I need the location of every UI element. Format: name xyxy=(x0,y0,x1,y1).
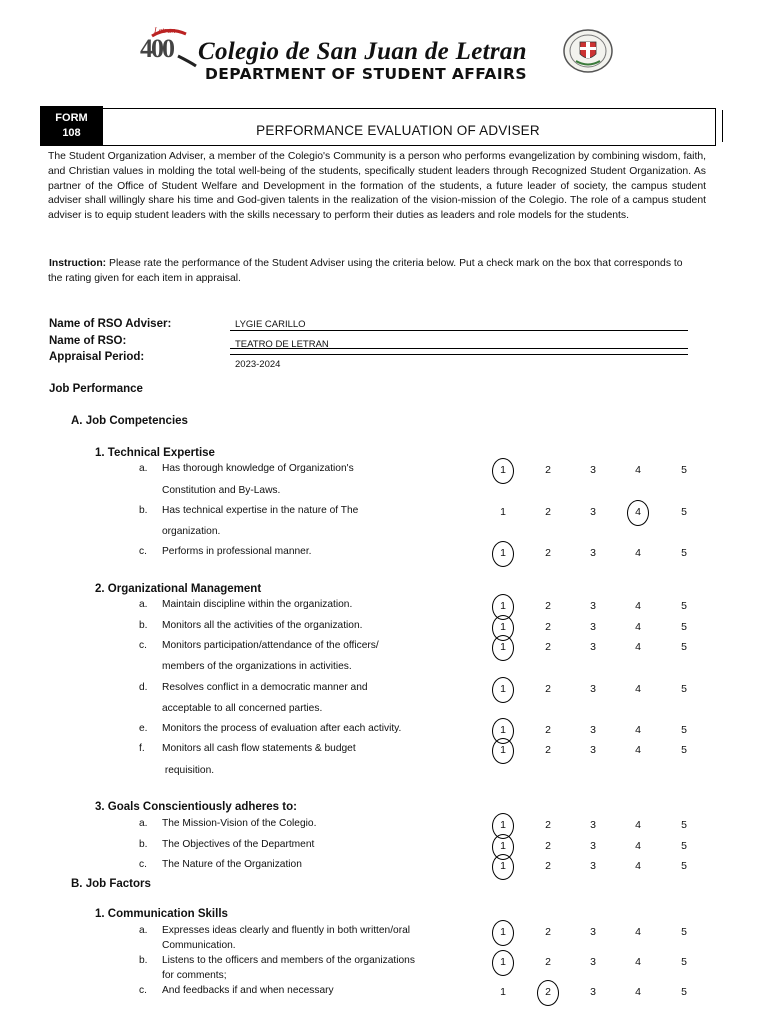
instruction-text xyxy=(48,257,698,287)
criteria-item-letter: a. xyxy=(139,925,148,936)
rating-selected-circle xyxy=(537,980,559,1006)
rating-option[interactable]: 4 xyxy=(635,860,641,872)
rating-option[interactable]: 2 xyxy=(545,724,551,736)
rating-option[interactable]: 1 xyxy=(500,621,506,633)
rating-selected-circle xyxy=(492,738,514,764)
adviser-label: Name of RSO Adviser: xyxy=(49,318,172,330)
rating-option[interactable]: 2 xyxy=(545,819,551,831)
rating-option[interactable]: 1 xyxy=(500,683,506,695)
criteria-item-letter: b. xyxy=(139,839,148,850)
criteria-item-text: Has thorough knowledge of Organization's xyxy=(162,463,354,474)
rating-option[interactable]: 2 xyxy=(545,621,551,633)
job-performance-heading: Job Performance xyxy=(49,383,143,395)
rating-option[interactable]: 2 xyxy=(545,926,551,938)
criteria-item-text: And feedbacks if and when necessary xyxy=(162,985,334,996)
criteria-item-text: Has technical expertise in the nature of The xyxy=(162,505,359,516)
rating-option[interactable]: 5 xyxy=(681,600,687,612)
rating-option[interactable]: 4 xyxy=(635,724,641,736)
rating-option[interactable]: 5 xyxy=(681,926,687,938)
criteria-item-text: Maintain discipline within the organization. xyxy=(162,599,353,610)
rating-option[interactable]: 5 xyxy=(681,464,687,476)
rating-option[interactable]: 2 xyxy=(545,600,551,612)
rating-option[interactable]: 4 xyxy=(635,986,641,998)
form-number: 108 xyxy=(62,127,81,139)
rating-option[interactable]: 5 xyxy=(681,744,687,756)
rating-option[interactable]: 4 xyxy=(635,464,641,476)
rating-option[interactable]: 4 xyxy=(635,621,641,633)
rating-option[interactable]: 3 xyxy=(590,506,596,518)
criteria-item-text: Monitors all cash flow statements & budget xyxy=(162,743,356,754)
adviser-value: LYGIE CARILLO xyxy=(235,319,306,330)
rating-option[interactable]: 5 xyxy=(681,506,687,518)
rating-option[interactable]: 4 xyxy=(635,506,641,518)
rating-option[interactable]: 4 xyxy=(635,600,641,612)
criteria-item-text: acceptable to all concerned parties. xyxy=(162,703,323,714)
criteria-item-letter: f. xyxy=(139,743,145,754)
criteria-item-text: Constitution and By-Laws. xyxy=(162,485,281,496)
rating-option[interactable]: 1 xyxy=(500,986,506,998)
rating-option[interactable]: 4 xyxy=(635,744,641,756)
rating-option[interactable]: 4 xyxy=(635,547,641,559)
criteria-item-text: Communication. xyxy=(162,940,236,951)
criteria-item-letter: c. xyxy=(139,640,147,651)
adviser-field xyxy=(230,314,688,331)
rating-option[interactable]: 3 xyxy=(590,547,596,559)
rating-option[interactable]: 3 xyxy=(590,956,596,968)
rating-selected-circle xyxy=(492,541,514,567)
rating-option[interactable]: 1 xyxy=(500,926,506,938)
criteria-item-letter: e. xyxy=(139,723,148,734)
criteria-item-letter: c. xyxy=(139,859,147,870)
rating-option[interactable]: 1 xyxy=(500,600,506,612)
rating-option[interactable]: 1 xyxy=(500,956,506,968)
rating-option[interactable]: 5 xyxy=(681,819,687,831)
criteria-item-letter: b. xyxy=(139,620,148,631)
rating-option[interactable]: 3 xyxy=(590,744,596,756)
criteria-item-text: Monitors all the activities of the organization. xyxy=(162,620,363,631)
criteria-item-letter: d. xyxy=(139,682,148,693)
rating-option[interactable]: 3 xyxy=(590,641,596,653)
rating-option[interactable]: 2 xyxy=(545,860,551,872)
form-title: PERFORMANCE EVALUATION OF ADVISER xyxy=(256,123,540,138)
rating-option[interactable]: 1 xyxy=(500,641,506,653)
rso-field xyxy=(230,334,688,349)
rso-label: Name of RSO: xyxy=(49,335,127,347)
criteria-item-letter: a. xyxy=(139,463,148,474)
rating-option[interactable]: 4 xyxy=(635,683,641,695)
period-label: Appraisal Period: xyxy=(49,351,145,363)
rating-option[interactable]: 3 xyxy=(590,724,596,736)
criteria-item-text: Monitors the process of evaluation after each activity. xyxy=(162,723,402,734)
section-a-heading: A. Job Competencies xyxy=(71,415,188,427)
rating-option[interactable]: 3 xyxy=(590,986,596,998)
rating-selected-circle xyxy=(492,635,514,661)
rating-selected-circle xyxy=(492,920,514,946)
section-b-heading: B. Job Factors xyxy=(71,878,151,890)
seal-icon xyxy=(562,28,614,74)
criteria-item-text: Listens to the officers and members of the organizations xyxy=(162,955,415,966)
criteria-item-letter: c. xyxy=(139,985,147,996)
criteria-item-text: requisition. xyxy=(162,765,215,776)
rating-option[interactable]: 3 xyxy=(590,621,596,633)
criteria-item-text: Expresses ideas clearly and fluently in both written/oral xyxy=(162,925,411,936)
intro-paragraph: The Student Organization Adviser, a member of the Colegio's Community is a person who performs evangelization by combining wisdom, faith, and Christian values in molding the total well-being of the students, specifically student leaders through Recognized Student Organization. As partner of the Office of Student Welfare and Development in the formation of the students, a future leader of society, the campus student adviser shall willingly share his time and God-given talents in the realization of the vision-mission of the Colegio. The role of a campus student adviser is to equip student leaders with the skills necessary to perform their duties as leaders and role models for the students. xyxy=(48,151,706,222)
rating-option[interactable]: 3 xyxy=(590,860,596,872)
rating-option[interactable]: 5 xyxy=(681,621,687,633)
rating-selected-circle xyxy=(492,950,514,976)
criteria-item-letter: c. xyxy=(139,546,147,557)
rating-option[interactable]: 2 xyxy=(545,641,551,653)
period-value: 2023-2024 xyxy=(235,359,281,370)
rating-option[interactable]: 4 xyxy=(635,956,641,968)
criteria-item-text: The Mission-Vision of the Colegio. xyxy=(162,818,317,829)
rating-option[interactable]: 2 xyxy=(545,744,551,756)
criteria-item-text: Performs in professional manner. xyxy=(162,546,312,557)
rating-option[interactable]: 1 xyxy=(500,724,506,736)
form-number-box xyxy=(40,106,103,146)
rating-option[interactable]: 1 xyxy=(500,840,506,852)
criteria-item-text: members of the organizations in activities. xyxy=(162,661,352,672)
rating-option[interactable]: 3 xyxy=(590,683,596,695)
rating-selected-circle xyxy=(492,677,514,703)
criteria-group-title: 2. Organizational Management xyxy=(95,583,262,595)
rating-option[interactable]: 5 xyxy=(681,956,687,968)
rating-option[interactable]: 5 xyxy=(681,724,687,736)
rating-option[interactable]: 3 xyxy=(590,464,596,476)
criteria-item-text: Monitors participation/attendance of the officers/ xyxy=(162,640,379,651)
criteria-item-letter: b. xyxy=(139,505,148,516)
rating-option[interactable]: 2 xyxy=(545,506,551,518)
logo-400-number: 400 xyxy=(140,34,173,63)
rating-option[interactable]: 5 xyxy=(681,986,687,998)
rating-selected-circle xyxy=(492,854,514,880)
rating-selected-circle xyxy=(492,458,514,484)
rating-option[interactable]: 1 xyxy=(500,744,506,756)
rating-option[interactable]: 1 xyxy=(500,464,506,476)
form-label: FORM xyxy=(55,112,88,124)
college-name: Colegio de San Juan de Letran xyxy=(198,38,527,65)
rating-selected-circle xyxy=(627,500,649,526)
rating-option[interactable]: 4 xyxy=(635,840,641,852)
criteria-item-text: organization. xyxy=(162,526,221,537)
rating-option[interactable]: 3 xyxy=(590,600,596,612)
period-field xyxy=(230,354,688,370)
logo-letran-text: Letran xyxy=(154,26,176,35)
rating-option[interactable]: 5 xyxy=(681,641,687,653)
criteria-item-text: The Objectives of the Department xyxy=(162,839,315,850)
criteria-item-text: Resolves conflict in a democratic manner and xyxy=(162,682,368,693)
criteria-group-title: 1. Technical Expertise xyxy=(95,447,215,459)
rating-option[interactable]: 3 xyxy=(590,840,596,852)
instruction-label: Instruction: xyxy=(49,258,107,269)
rating-option[interactable]: 1 xyxy=(500,506,506,518)
criteria-item-letter: a. xyxy=(139,599,148,610)
rating-option[interactable]: 2 xyxy=(545,956,551,968)
criteria-item-letter: a. xyxy=(139,818,148,829)
logo-letran-400 xyxy=(138,26,200,70)
rating-option[interactable]: 3 xyxy=(590,926,596,938)
rating-option[interactable]: 2 xyxy=(545,683,551,695)
rating-option[interactable]: 3 xyxy=(590,819,596,831)
rating-option[interactable]: 4 xyxy=(635,819,641,831)
rating-option[interactable]: 2 xyxy=(545,464,551,476)
criteria-item-letter: b. xyxy=(139,955,148,966)
rating-option[interactable]: 5 xyxy=(681,860,687,872)
rating-option[interactable]: 2 xyxy=(545,547,551,559)
department-name: DEPARTMENT OF STUDENT AFFAIRS xyxy=(205,65,527,83)
criteria-item-text: The Nature of the Organization xyxy=(162,859,302,870)
criteria-group-title: 1. Communication Skills xyxy=(95,908,228,920)
rating-option[interactable]: 5 xyxy=(681,840,687,852)
rating-option[interactable]: 1 xyxy=(500,860,506,872)
rating-option[interactable]: 2 xyxy=(545,840,551,852)
rating-option[interactable]: 2 xyxy=(545,986,551,998)
rating-option[interactable]: 4 xyxy=(635,641,641,653)
rso-value: TEATRO DE LETRAN xyxy=(235,339,329,350)
rating-option[interactable]: 1 xyxy=(500,547,506,559)
criteria-item-text: for comments; xyxy=(162,970,227,981)
rating-option[interactable]: 1 xyxy=(500,819,506,831)
rating-option[interactable]: 4 xyxy=(635,926,641,938)
instruction-body: Please rate the performance of the Student Adviser using the criteria below. Put a check mark on the box that corresponds to the rating given for each item in appraisal. xyxy=(48,258,683,284)
rating-option[interactable]: 5 xyxy=(681,683,687,695)
rating-option[interactable]: 5 xyxy=(681,547,687,559)
criteria-group-title: 3. Goals Conscientiously adheres to: xyxy=(95,801,297,813)
